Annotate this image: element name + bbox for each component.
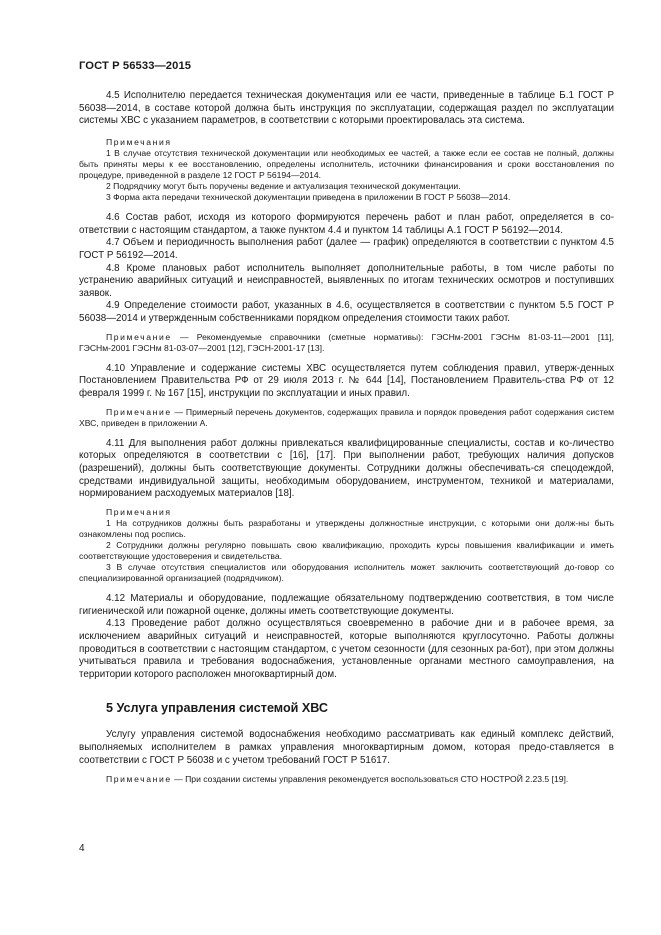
note-item: 3 Форма акта передачи технической документации приведена в приложении В ГОСТ Р 56038—2014.: [106, 192, 511, 203]
paragraph-4-9: 4.9 Определение стоимости работ, указанных в 4.6, осуществляется в соответствии с пунктом 5.5 ГОСТ Р 56038—2014 и утвержденным собственниками порядком определения стоимости таких работ.: [79, 300, 614, 324]
paragraph-4-6: 4.6 Состав работ, исходя из которого формируются перечень работ и план работ, определяется в со-ответствии с настоящим стандартом, а также пунктом 4.4 и пунктом 14 таблицы А.1 ГОСТ Р 56192—2014.: [79, 212, 614, 236]
paragraph-4-12: 4.12 Материалы и оборудование, подлежащие обязательному подтверждению соответствия, в том числе гигиенической или пожарной оценке, должны иметь соответствующие документы.: [79, 593, 614, 617]
paragraph-4-8: 4.8 Кроме плановых работ исполнитель выполняет дополнительные работы, в том числе работы по устранению аварийных ситуаций и неисправностей, выявленных по итогам технических осмотров и поступивших заявок.: [79, 262, 614, 299]
note-text: — Рекомендуемые справочники (сметные нормативы): ГЭСНм-2001 ГЭСНм 81-03-11—2001 [11], ГЭСНм-2001 ГЭСНм 81-03-07—2001 [12], ГЭСН-2001-17 [13].: [79, 331, 615, 353]
document-code-header: ГОСТ Р 56533—2015: [79, 60, 192, 72]
note-label: Примечание: [106, 774, 172, 785]
note-inline: [79, 407, 614, 429]
note-label: Примечание: [106, 406, 172, 417]
note-text: — Примерный перечень документов, содержащих правила и порядок проведения работ содержания систем ХВС, приведен в приложении А.: [79, 406, 615, 428]
paragraph-4-11: 4.11 Для выполнения работ должны привлекаться квалифицированные специалисты, состав и ко-личество которых определяются в соответствии с [16], [17]. При выполнении работ, требующих наличия допусков (разрешений), должны быть соответствующие документы. Сотрудники должны обеспечивать-ся спецодеждой, средствами индивидуальной защиты, необходимым оборудованием, инструментом, техникой и материалами, нормированием расходуемых материалов [18].: [79, 437, 614, 500]
note-inline: [79, 774, 614, 785]
note-inline: [79, 332, 614, 354]
note-item: 2 Подрядчику могут быть поручены ведение и актуализация технической документации.: [106, 181, 461, 192]
paragraph-5: Услугу управления системой водоснабжения необходимо рассматривать как единый комплекс действий, выполняемых исполнителем в рамках управления многоквартирным домом, которая предо-ставляется в соответствии с ГОСТ Р 56038 и с учетом требований ГОСТ Р 51617.: [79, 729, 614, 766]
page-number: 4: [79, 843, 85, 854]
paragraph-4-5: 4.5 Исполнителю передается техническая документация или ее части, приведенные в таблице Б.1 ГОСТ Р 56038—2014, в составе которой должна быть инструкция по эксплуатации, содержащая раздел по эксплуатации системы ХВС с указанием параметров, в соответствии с которыми проектировалась эта система.: [79, 90, 614, 127]
paragraph-4-10: 4.10 Управление и содержание системы ХВС осуществляется путем соблюдения правил, утверж-денных Постановлением Правительства РФ от 29 июля 2013 г. № 644 [14], Постановлением Правитель-ства РФ от 12 февраля 1999 г. № 167 [15], инструкции по эксплуатации и иных правил.: [79, 362, 614, 399]
note-item: 3 В случае отсутствия специалистов или оборудования исполнитель может заключить соответствующий до-говор со специализированной организацией (подрядчиком).: [79, 562, 614, 584]
section-5-title: 5 Услуга управления системой ХВС: [106, 701, 329, 716]
note-label: Примечание: [106, 331, 172, 342]
main-content: [79, 90, 614, 785]
note-item: 1 В случае отсутствия технической документации или необходимых ее частей, а также если ее состав не полный, должны быть приняты меры к ее восстановлению, определены исполнитель, источники финансирования и сроки восстановления по процедуре, приведенной в разделе 12 ГОСТ Р 56194—2014.: [79, 147, 614, 180]
paragraph-4-13: 4.13 Проведение работ должно осуществляться своевременно в рабочие дни и в рабочее время, за исключением аварийных ситуаций и неисправностей, которые выполняются круглосуточно. Работы должны проводиться в соответствии с настоящим стандартом, с учетом сезонности (для сезонных ра-бот), при этом должны учитываться правила и требования водоснабжения, установленные органами местного самоуправления, на территории которого расположен многоквартирный дом.: [79, 618, 614, 680]
note-item: 2 Сотрудники должны регулярно повышать свою квалификацию, проходить курсы повышения квалификации и иметь соответствующие удостоверения и свидетельства.: [79, 539, 614, 561]
paragraph-4-7: 4.7 Объем и периодичность выполнения работ (далее — график) определяются в соответствии с пунктом 4.5 ГОСТ Р 56192—2014.: [79, 237, 614, 262]
notes-heading: Примечания: [106, 136, 172, 147]
note-item: 1 На сотрудников должны быть разработаны и утверждены должностные инструкции, с которыми они долж-ны быть ознакомлены под роспись.: [79, 517, 614, 539]
note-text: — При создании системы управления рекомендуется воспользоваться СТО НОСТРОЙ 2.23.5 [19].: [174, 774, 569, 785]
notes-heading: Примечания: [106, 506, 172, 517]
